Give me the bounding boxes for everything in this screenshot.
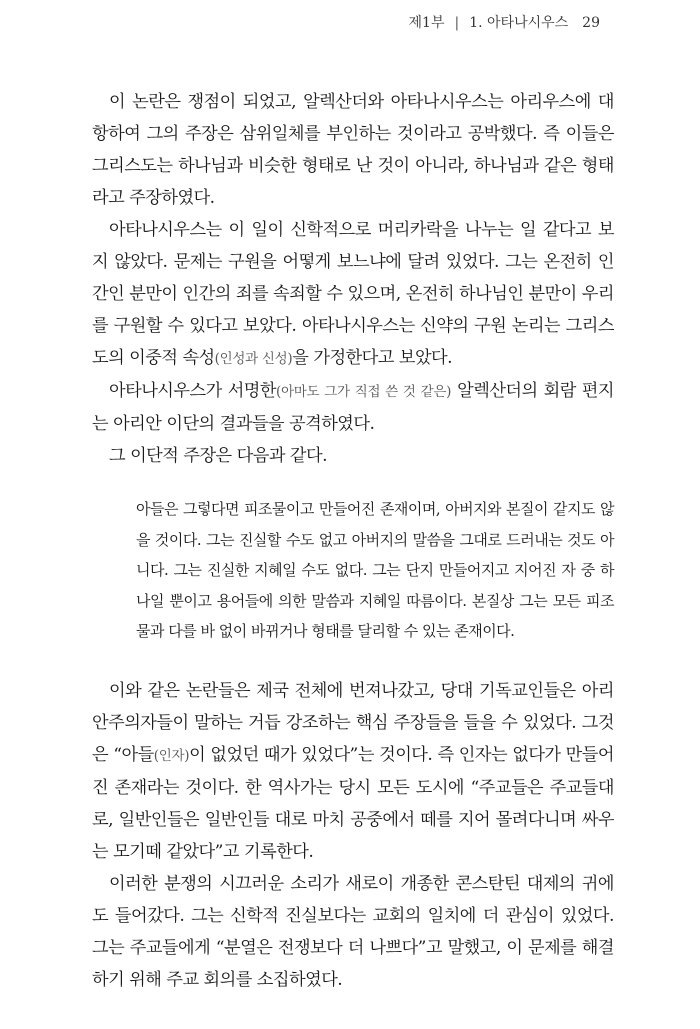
running-header xyxy=(409,12,600,32)
header-chapter: 1. 아타나시우스 xyxy=(469,15,569,31)
paragraph-5-text: 이와 같은 논란들은 제국 전체에 번져나갔고, 당대 기독교인들은 아리안주의자들이 말하는 거듭 강조하는 핵심 주장들을 들을 수 있었다. 그것은 “아들 xyxy=(92,680,614,765)
header-part: 제1부 xyxy=(408,15,445,31)
paragraph-2 xyxy=(92,214,614,375)
paragraph-3-text-end: 알렉산더의 회람 편지는 아리안 이단의 결과들을 공격하였다. xyxy=(92,381,615,434)
paragraph-5-parenthetical: (인자) xyxy=(153,747,190,764)
page-body xyxy=(92,86,614,996)
paragraph-5 xyxy=(92,675,614,868)
page-number: 29 xyxy=(582,15,600,31)
paragraph-2-text: 아타나시우스는 이 일이 신학적으로 머리카락을 나누는 일 같다고 보지 않았다. 문제는 구원을 어떻게 보느냐에 달려 있었다. 그는 온전히 인간인 분만이 인간의 죄를 속죄할 수 있으며, 온전히 하나님인 분만이 우리를 구원할 수 있다고 보았다. 아타나시우스는 신약의 구원 논리는 그리스도의 이중적 속성 xyxy=(92,220,614,368)
paragraph-6: 이러한 분쟁의 시끄러운 소리가 새로이 개종한 콘스탄틴 대제의 귀에도 들어갔다. 그는 신학적 진실보다는 교회의 일치에 더 관심이 있었다. 그는 주교들에게 “분열은 전쟁보다 더 나쁘다”고 말했고, 이 문제를 해결하기 위해 주교 회의를 소집하였다. xyxy=(92,873,614,990)
paragraph-4: 그 이단적 주장은 다음과 같다. xyxy=(109,446,328,466)
paragraph-3-parenthetical: (아마도 그가 직접 쓴 것 같은) xyxy=(276,384,452,400)
block-quote: 아들은 그렇다면 피조물이고 만들어진 존재이며, 아버지와 본질이 같지도 않을 것이다. 그는 진실할 수도 없고 아버지의 말씀을 그대로 드러내는 것도 아니다. 그는 진실한 지혜일 수도 없다. 그는 단지 만들어지고 지어진 자 중 하나일 뿐이고 용어들에 의한 말씀과 지혜일 따름이다. 본질상 그는 모든 피조물과 다를 바 없이 바뀌거나 형태를 달리할 수 있는 존재이다. xyxy=(136,500,614,640)
paragraph-2-parenthetical: (인성과 신성) xyxy=(214,351,293,367)
paragraph-1: 이 논란은 쟁점이 되었고, 알렉산더와 아타나시우스는 아리우스에 대항하여 그의 주장은 삼위일체를 부인하는 것이라고 공박했다. 즉 이들은 그리스도는 하나님과 비슷한 형태로 난 것이 아니라, 하나님과 같은 형태라고 주장하였다. xyxy=(92,92,614,208)
paragraph-3-text: 아타나시우스가 서명한 xyxy=(109,381,277,401)
paragraph-5-text-end: 이 없었던 때가 있었다”는 것이다. 즉 인자는 없다가 만들어진 존재라는 것이다. 한 역사가는 당시 모든 도시에 “주교들은 주교들대로, 일반인들은 일반인들 대로 마치 공중에서 떼를 지어 몰려다니며 싸우는 모기떼 같았다”고 기록한다. xyxy=(92,744,614,862)
paragraph-2-text-end: 을 가정한다고 보았다. xyxy=(292,348,453,368)
header-separator: | xyxy=(454,15,460,31)
paragraph-3 xyxy=(92,375,614,440)
